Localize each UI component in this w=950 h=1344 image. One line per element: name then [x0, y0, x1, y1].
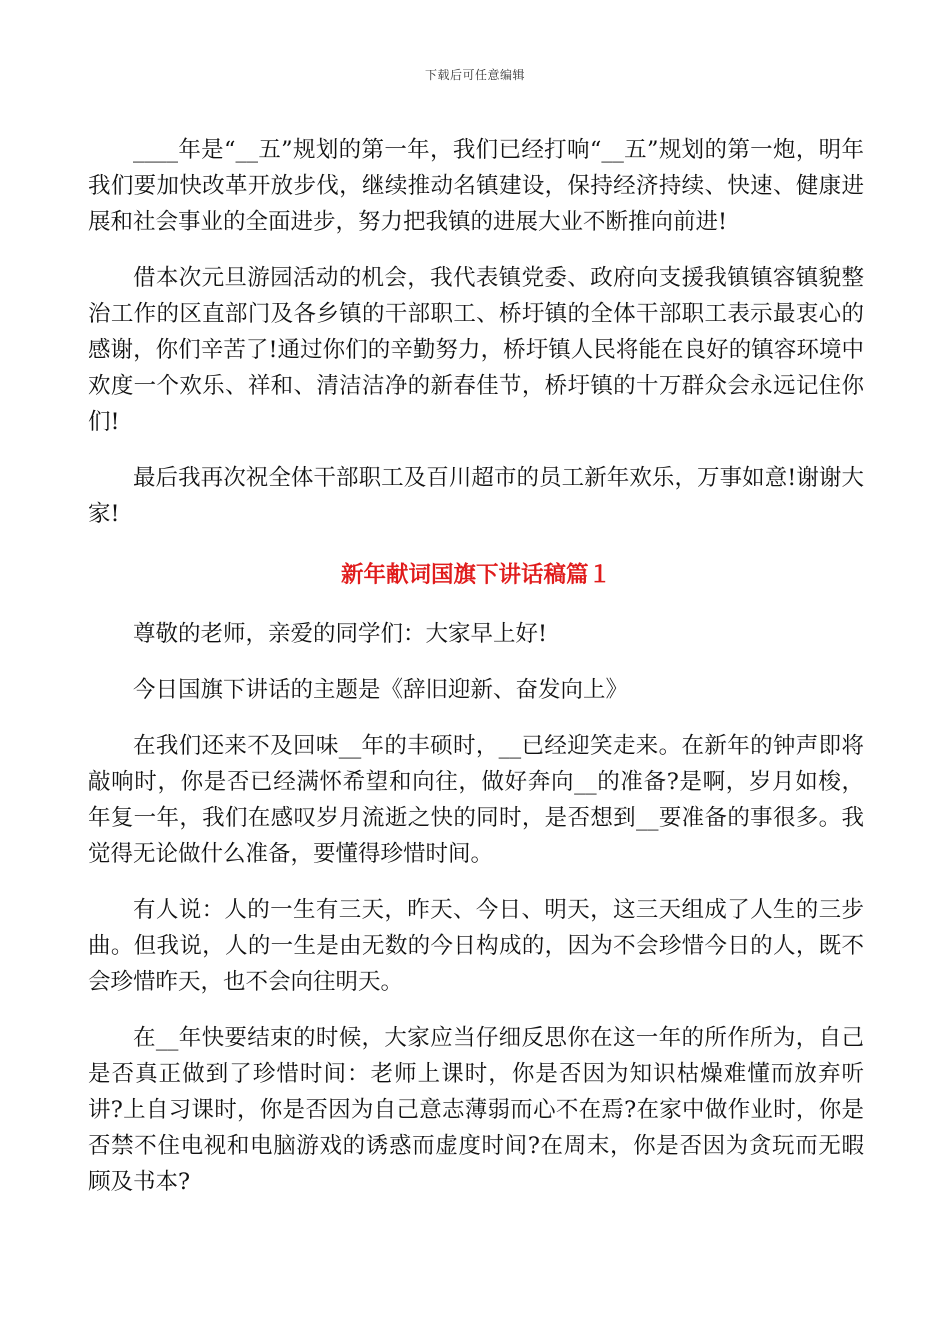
- paragraph-thanks: 借本次元旦游园活动的机会，我代表镇党委、政府向支援我镇镇容镇貌整治工作的区直部门及各乡镇的干部职工、桥圩镇的全体干部职工表示最衷心的感谢，你们辛苦了!通过你们的辛勤努力，桥圩镇人民将能在良好的镇容环境中欢度一个欢乐、祥和、清洁洁净的新春佳节，桥圩镇的十万群众会永远记住你们!: [88, 265, 864, 435]
- paragraph-closing-wishes: 最后我再次祝全体干部职工及百川超市的员工新年欢乐，万事如意!谢谢大家!: [88, 465, 864, 527]
- paragraph-three-days: 有人说：人的一生有三天，昨天、今日、明天，这三天组成了人生的三步曲。但我说，人的一生是由无数的今日构成的，因为不会珍惜今日的人，既不会珍惜昨天，也不会向往明天。: [88, 897, 864, 995]
- section-title: 新年献词国旗下讲话稿篇１: [340, 562, 611, 588]
- paragraph-greeting: 尊敬的老师，亲爱的同学们：大家早上好!: [133, 621, 548, 647]
- paragraph-topic: 今日国旗下讲话的主题是《辞旧迎新、奋发向上》: [133, 677, 629, 703]
- header-note: 下载后可任意编辑: [424, 68, 525, 82]
- paragraph-plan-year: ____年是“__五”规划的第一年，我们已经打响“__五”规划的第一炮，明年我们要加快改革开放步伐，继续推动名镇建设，保持经济持续、快速、健康进展和社会事业的全面进步，努力把我镇的进展大业不断推向前进!: [88, 137, 864, 235]
- paragraph-reflection: 在__年快要结束的时候，大家应当仔细反思你在这一年的所作所为，自己是否真正做到了珍惜时间：老师上课时，你是否因为知识枯燥难懂而放弃听讲?上自习课时，你是否因为自己意志薄弱而心不在焉?在家中做作业时，你是否禁不住电视和电脑游戏的诱惑而虚度时间?在周末，你是否因为贪玩而无暇顾及书本?: [88, 1025, 864, 1195]
- document-body: [88, 132, 864, 1220]
- paragraph-new-year-bell: 在我们还来不及回味__年的丰硕时，__已经迎笑走来。在新年的钟声即将敲响时，你是否已经满怀希望和向往，做好奔向__的准备?是啊，岁月如梭，年复一年，我们在感叹岁月流逝之快的同时，是否想到__要准备的事很多。我觉得无论做什么准备，要懂得珍惜时间。: [88, 733, 864, 867]
